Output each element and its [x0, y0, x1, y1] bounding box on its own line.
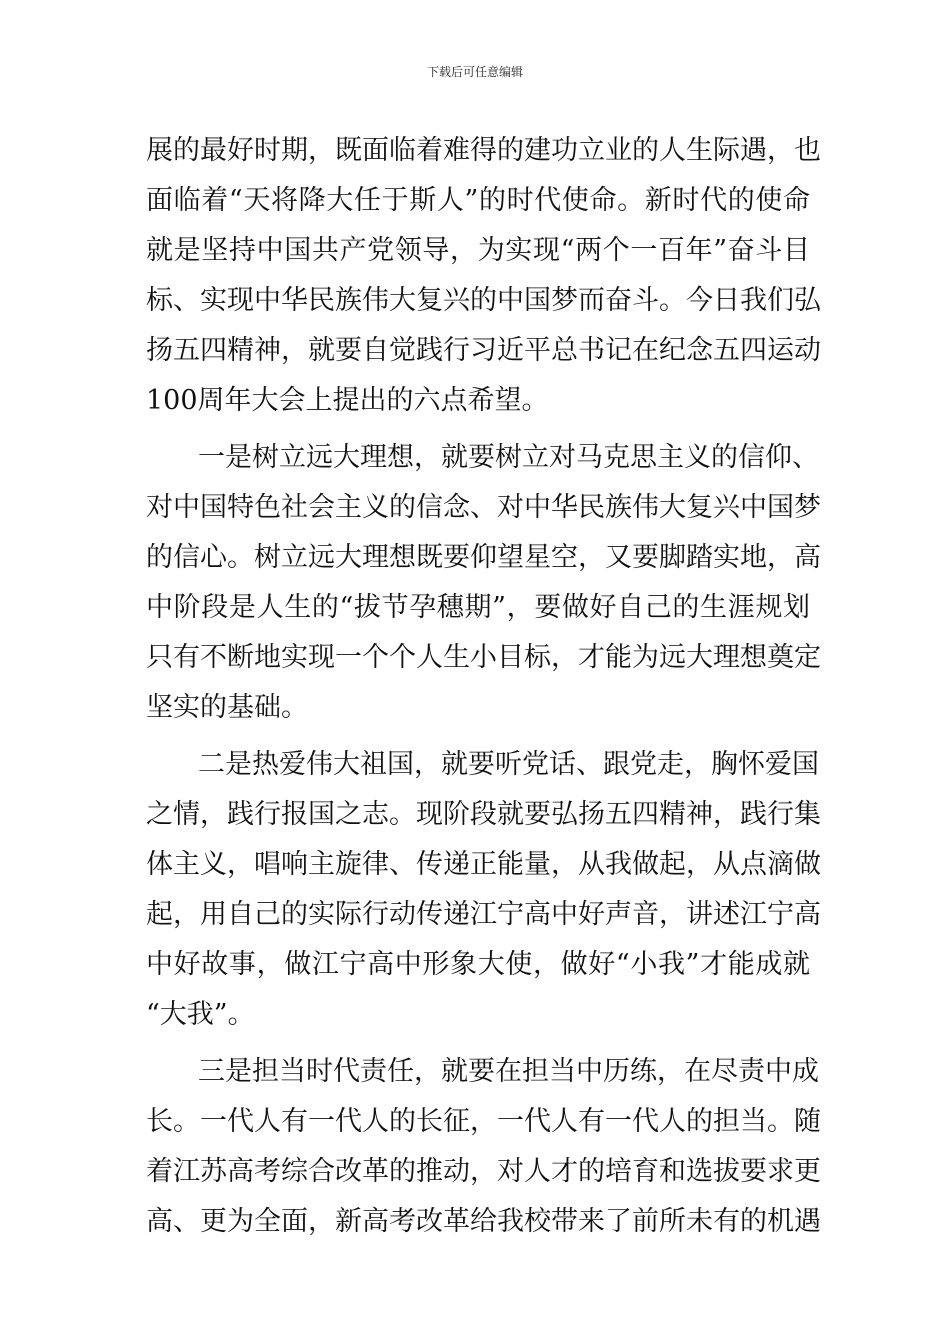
text-line: 标、实现中华民族伟大复兴的中国梦而奋斗。今日我们弘: [146, 285, 821, 316]
paragraph: [146, 740, 821, 1040]
text-line: 就是坚持中国共产党领导，为实现“两个一百年”奋斗目: [146, 235, 810, 266]
text-line: 三是担当时代责任，就要在担当中历练，在尽责中成: [198, 1056, 819, 1087]
paragraph: [146, 1047, 821, 1247]
text-line: 100周年大会上提出的六点希望。: [146, 385, 549, 416]
text-line: 扬五四精神，就要自觉践行习近平总书记在纪念五四运动: [146, 335, 821, 366]
text-line: 着江苏高考综合改革的推动，对人才的培育和选拔要求更: [146, 1156, 821, 1187]
text-line: 中阶段是人生的“拔节孕穗期”，要做好自己的生涯规划: [146, 592, 810, 623]
text-line: 的信心。树立远大理想既要仰望星空，又要脚踏实地，高: [146, 542, 821, 573]
text-line: 中好故事，做江宁高中形象大使，做好“小我”才能成就: [146, 949, 810, 980]
text-line: 对中国特色社会主义的信念、对中华民族伟大复兴中国梦: [146, 492, 821, 523]
paragraph: [146, 126, 821, 426]
text-line: 展的最好时期，既面临着难得的建功立业的人生际遇，也: [146, 135, 821, 166]
text-line: 二是热爱伟大祖国，就要听党话、跟党走，胸怀爱国: [198, 749, 819, 780]
text-line: 高、更为全面，新高考改革给我校带来了前所未有的机遇: [146, 1206, 821, 1237]
text-line: 一是树立远大理想，就要树立对马克思主义的信仰、: [198, 442, 819, 473]
text-line: 体主义，唱响主旋律、传递正能量，从我做起，从点滴做: [146, 849, 821, 880]
text-line: 面临着“天将降大任于斯人”的时代使命。新时代的使命: [146, 185, 810, 216]
text-line: “大我”。: [146, 999, 255, 1030]
document-body: [146, 126, 821, 1247]
page-header: 下载后可任意编辑: [426, 65, 523, 79]
text-line: 起，用自己的实际行动传递江宁高中好声音，讲述江宁高: [146, 899, 821, 930]
text-line: 之情，践行报国之志。现阶段就要弘扬五四精神，践行集: [146, 799, 821, 830]
text-line: 只有不断地实现一个个人生小目标，才能为远大理想奠定: [146, 642, 821, 673]
text-line: 坚实的基础。: [146, 692, 308, 723]
text-line: 长。一代人有一代人的长征，一代人有一代人的担当。随: [146, 1106, 821, 1137]
paragraph: [146, 433, 821, 733]
